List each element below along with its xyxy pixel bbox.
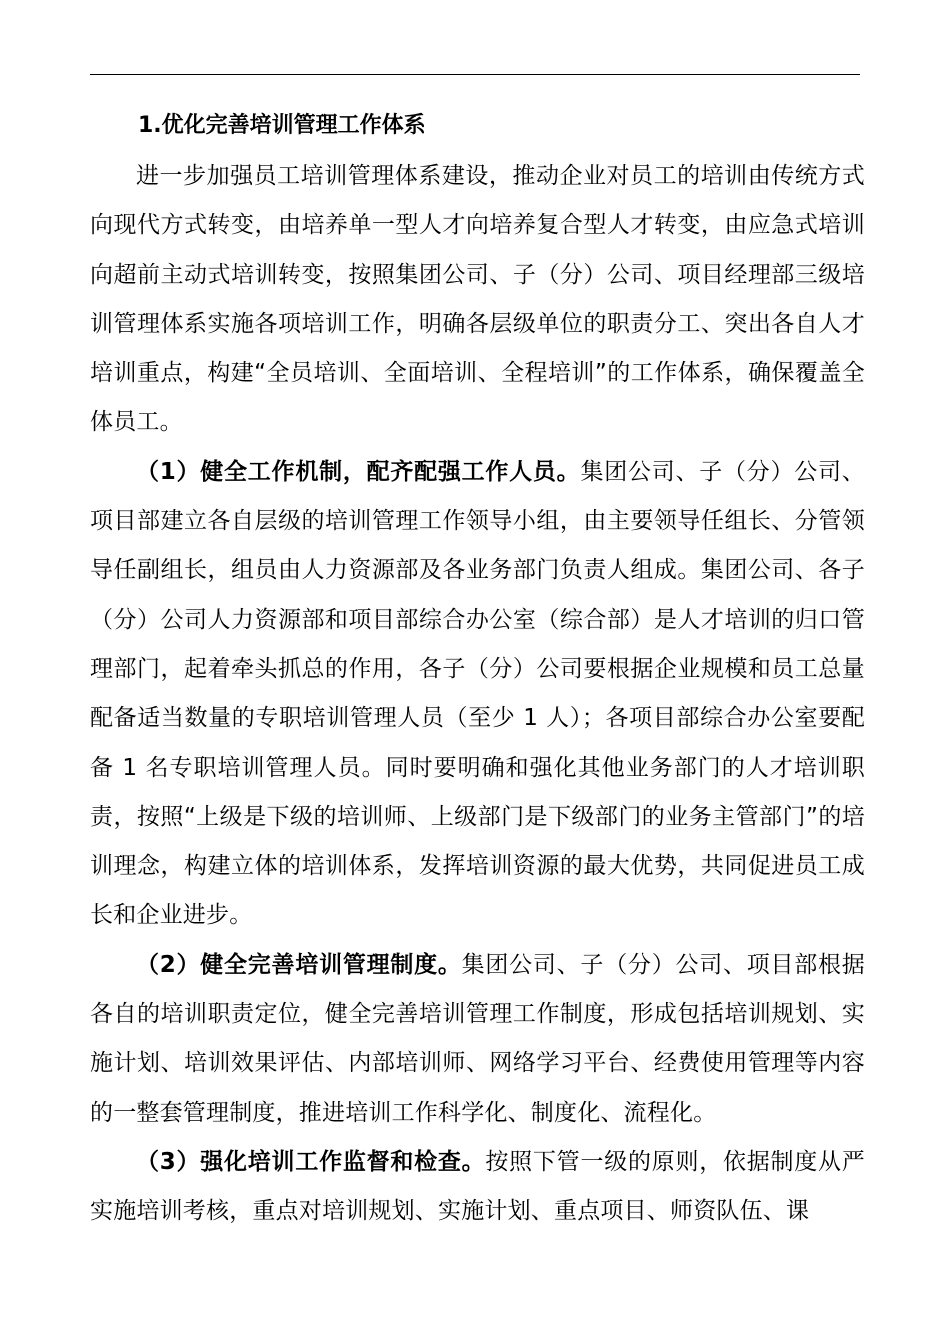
item-paragraph-2 <box>90 941 865 1138</box>
header-rule <box>90 74 860 75</box>
item-lead-3: （3）强化培训工作监督和检查。 <box>136 1148 486 1175</box>
item-body-3: 按照下管一级的原则，依据制度从严实施培训考核，重点对培训规划、实施计划、重点项目、师资队伍、课 <box>90 1148 865 1225</box>
item-lead-2: （2）健全完善培训管理制度。 <box>136 951 462 978</box>
item-paragraph-3 <box>90 1138 865 1237</box>
item-lead-1: （1）健全工作机制，配齐配强工作人员。 <box>136 458 581 485</box>
section-heading: 1.优化完善培训管理工作体系 <box>138 113 426 138</box>
item-body-2: 集团公司、子（分）公司、项目部根据各自的培训职责定位，健全完善培训管理工作制度，形成包括培训规划、实施计划、培训效果评估、内部培训师、网络学习平台、经费使用管理等内容的一整套管理制度，推进培训工作科学化、制度化、流程化。 <box>90 951 865 1126</box>
document-body <box>90 100 865 1237</box>
item-body-1: 集团公司、子（分）公司、项目部建立各自层级的培训管理工作领导小组，由主要领导任组长、分管领导任副组长，组员由人力资源部及各业务部门负责人组成。集团公司、各子（分）公司人力资源部和项目部综合办公室（综合部）是人才培训的归口管理部门，起着牵头抓总的作用，各子（分）公司要根据企业规模和员工总量配备适当数量的专职培训管理人员（至少 1 人）；各项目部综合办公室要配备 1 名专职培训管理人员。同时要明确和强化其他业务部门的人才培训职责，按照“上级是下级的培训师、上级部门是下级部门的业务主管部门”的培训理念，构建立体的培训体系，发挥培训资源的最大优势，共同促进员工成长和企业进步。 <box>90 458 865 929</box>
intro-paragraph: 进一步加强员工培训管理体系建设，推动企业对员工的培训由传统方式向现代方式转变，由培养单一型人才向培养复合型人才转变，由应急式培训向超前主动式培训转变，按照集团公司、子（分）公司、项目经理部三级培训管理体系实施各项培训工作，明确各层级单位的职责分工、突出各自人才培训重点，构建“全员培训、全面培训、全程培训”的工作体系，确保覆盖全体员工。 <box>90 163 865 436</box>
item-paragraph-1 <box>90 448 865 941</box>
